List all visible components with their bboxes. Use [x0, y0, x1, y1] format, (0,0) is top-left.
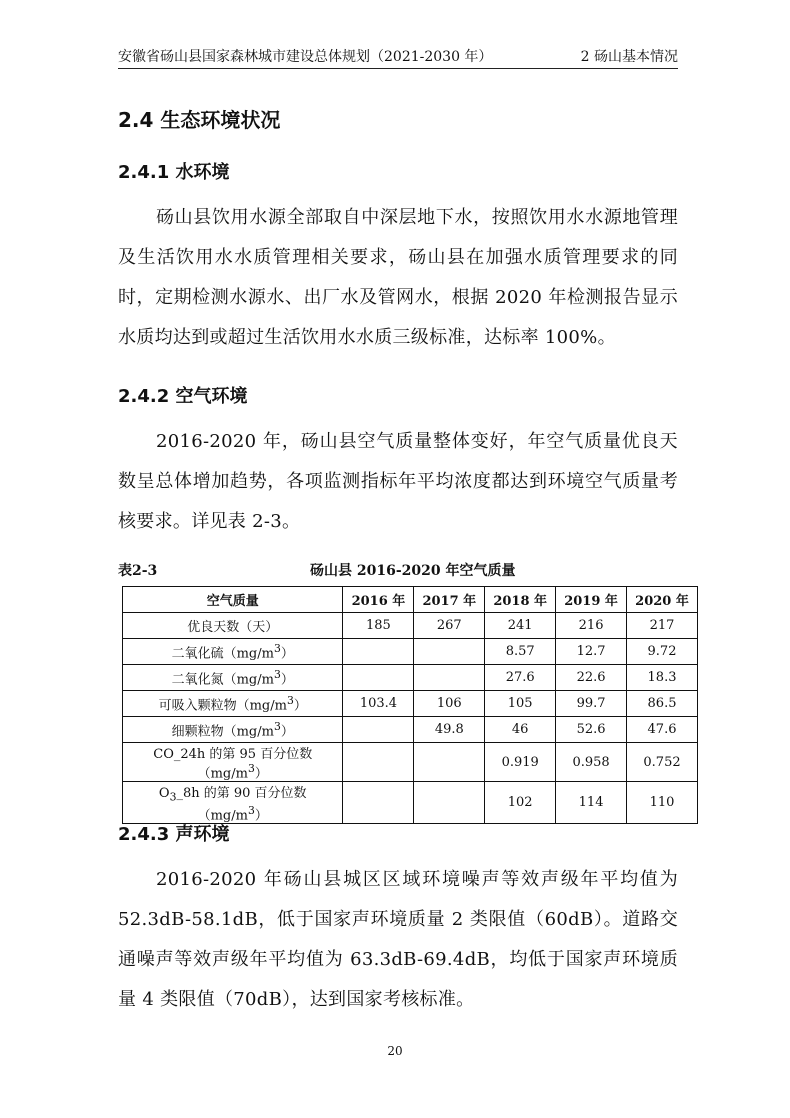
table-cell: 12.7: [556, 639, 627, 665]
table-cell: 102: [485, 782, 556, 824]
table-cell: 9.72: [627, 639, 698, 665]
water-heading: 2.4.1 水环境: [118, 162, 230, 183]
column-header: 2019 年: [556, 587, 627, 613]
column-header: 2016 年: [343, 587, 414, 613]
table-cell: 0.919: [485, 743, 556, 782]
row-label: $O_3\_8h$ 的第 90 百分位数$(mg/m^3)$: [123, 782, 343, 824]
table-cell: [343, 717, 414, 743]
table-cell: 22.6: [556, 665, 627, 691]
section-title: 2.4 生态环境状况: [118, 108, 281, 132]
table-cell: [343, 782, 414, 824]
table-row: [123, 639, 698, 665]
table-cell: 267: [414, 613, 485, 639]
table-cell: [343, 743, 414, 782]
table-row: [123, 782, 698, 824]
page-number: 20: [387, 1044, 403, 1058]
table-cell: 52.6: [556, 717, 627, 743]
header-document-title: 安徽省砀山县国家森林城市建设总体规划（2021-2030 年）: [118, 49, 493, 65]
table-cell: 217: [627, 613, 698, 639]
table-cell: [414, 665, 485, 691]
noise-paragraph: 2016-2020 年砀山县城区区域环境噪声等效声级年平均值为 52.3dB-58.1dB，低于国家声环境质量 2 类限值（60dB）。道路交通噪声等效声级年平均值为 63.3dB-69.4dB，均低于国家声环境质量 4 类限值（70dB），达到国家考核标准。: [118, 869, 678, 1010]
row-label: 二氧化硫$(mg/m^3)$: [123, 639, 343, 665]
column-header: 2018 年: [485, 587, 556, 613]
table-cell: 105: [485, 691, 556, 717]
air-quality-table: [122, 586, 698, 824]
table-cell: 241: [485, 613, 556, 639]
table-cell: [343, 665, 414, 691]
table-cell: 18.3: [627, 665, 698, 691]
table-cell: 185: [343, 613, 414, 639]
column-header: 空气质量: [123, 587, 343, 613]
table-cell: [343, 639, 414, 665]
table-cell: 49.8: [414, 717, 485, 743]
row-label: 二氧化氮$(mg/m^3)$: [123, 665, 343, 691]
row-label: 细颗粒物$(mg/m^3)$: [123, 717, 343, 743]
table-caption: [118, 560, 678, 580]
row-label: 优良天数（天）: [123, 613, 343, 639]
table-cell: 99.7: [556, 691, 627, 717]
table-cell: 27.6: [485, 665, 556, 691]
column-header: 2017 年: [414, 587, 485, 613]
table-cell: 47.6: [627, 717, 698, 743]
table-row: [123, 717, 698, 743]
table-row: [123, 613, 698, 639]
air-heading: 2.4.2 空气环境: [118, 386, 248, 407]
table-cell: 110: [627, 782, 698, 824]
header-chapter-title: 2 砀山基本情况: [580, 49, 678, 65]
table-cell: 103.4: [343, 691, 414, 717]
row-label: 可吸入颗粒物$(mg/m^3)$: [123, 691, 343, 717]
table-row: [123, 743, 698, 782]
table-cell: 106: [414, 691, 485, 717]
table-header-row: [123, 587, 698, 613]
table-cell: 216: [556, 613, 627, 639]
page-header: [118, 46, 678, 69]
table-cell: [414, 743, 485, 782]
row-label: CO_24h 的第 95 百分位数$(mg/m^3)$: [123, 743, 343, 782]
table-title: 砀山县 2016-2020 年空气质量: [310, 563, 516, 579]
air-paragraph: 2016-2020 年，砀山县空气质量整体变好，年空气质量优良天数呈总体增加趋势，各项监测指标年平均浓度都达到环境空气质量考核要求。详见表 2-3。: [118, 431, 678, 532]
table-cell: 0.958: [556, 743, 627, 782]
table-row: [123, 691, 698, 717]
table-label: 表2-3: [118, 563, 158, 579]
table-cell: 114: [556, 782, 627, 824]
table-cell: 0.752: [627, 743, 698, 782]
column-header: 2020 年: [627, 587, 698, 613]
table-cell: 86.5: [627, 691, 698, 717]
table-cell: 46: [485, 717, 556, 743]
table-row: [123, 665, 698, 691]
water-paragraph: 砀山县饮用水源全部取自中深层地下水，按照饮用水水源地管理及生活饮用水水质管理相关要求，砀山县在加强水质管理要求的同时，定期检测水源水、出厂水及管网水，根据 2020 年检测报告显示水质均达到或超过生活饮用水水质三级标准，达标率 100%。: [118, 207, 678, 348]
table-cell: [414, 639, 485, 665]
noise-heading: 2.4.3 声环境: [118, 824, 230, 845]
table-cell: [414, 782, 485, 824]
table-cell: 8.57: [485, 639, 556, 665]
